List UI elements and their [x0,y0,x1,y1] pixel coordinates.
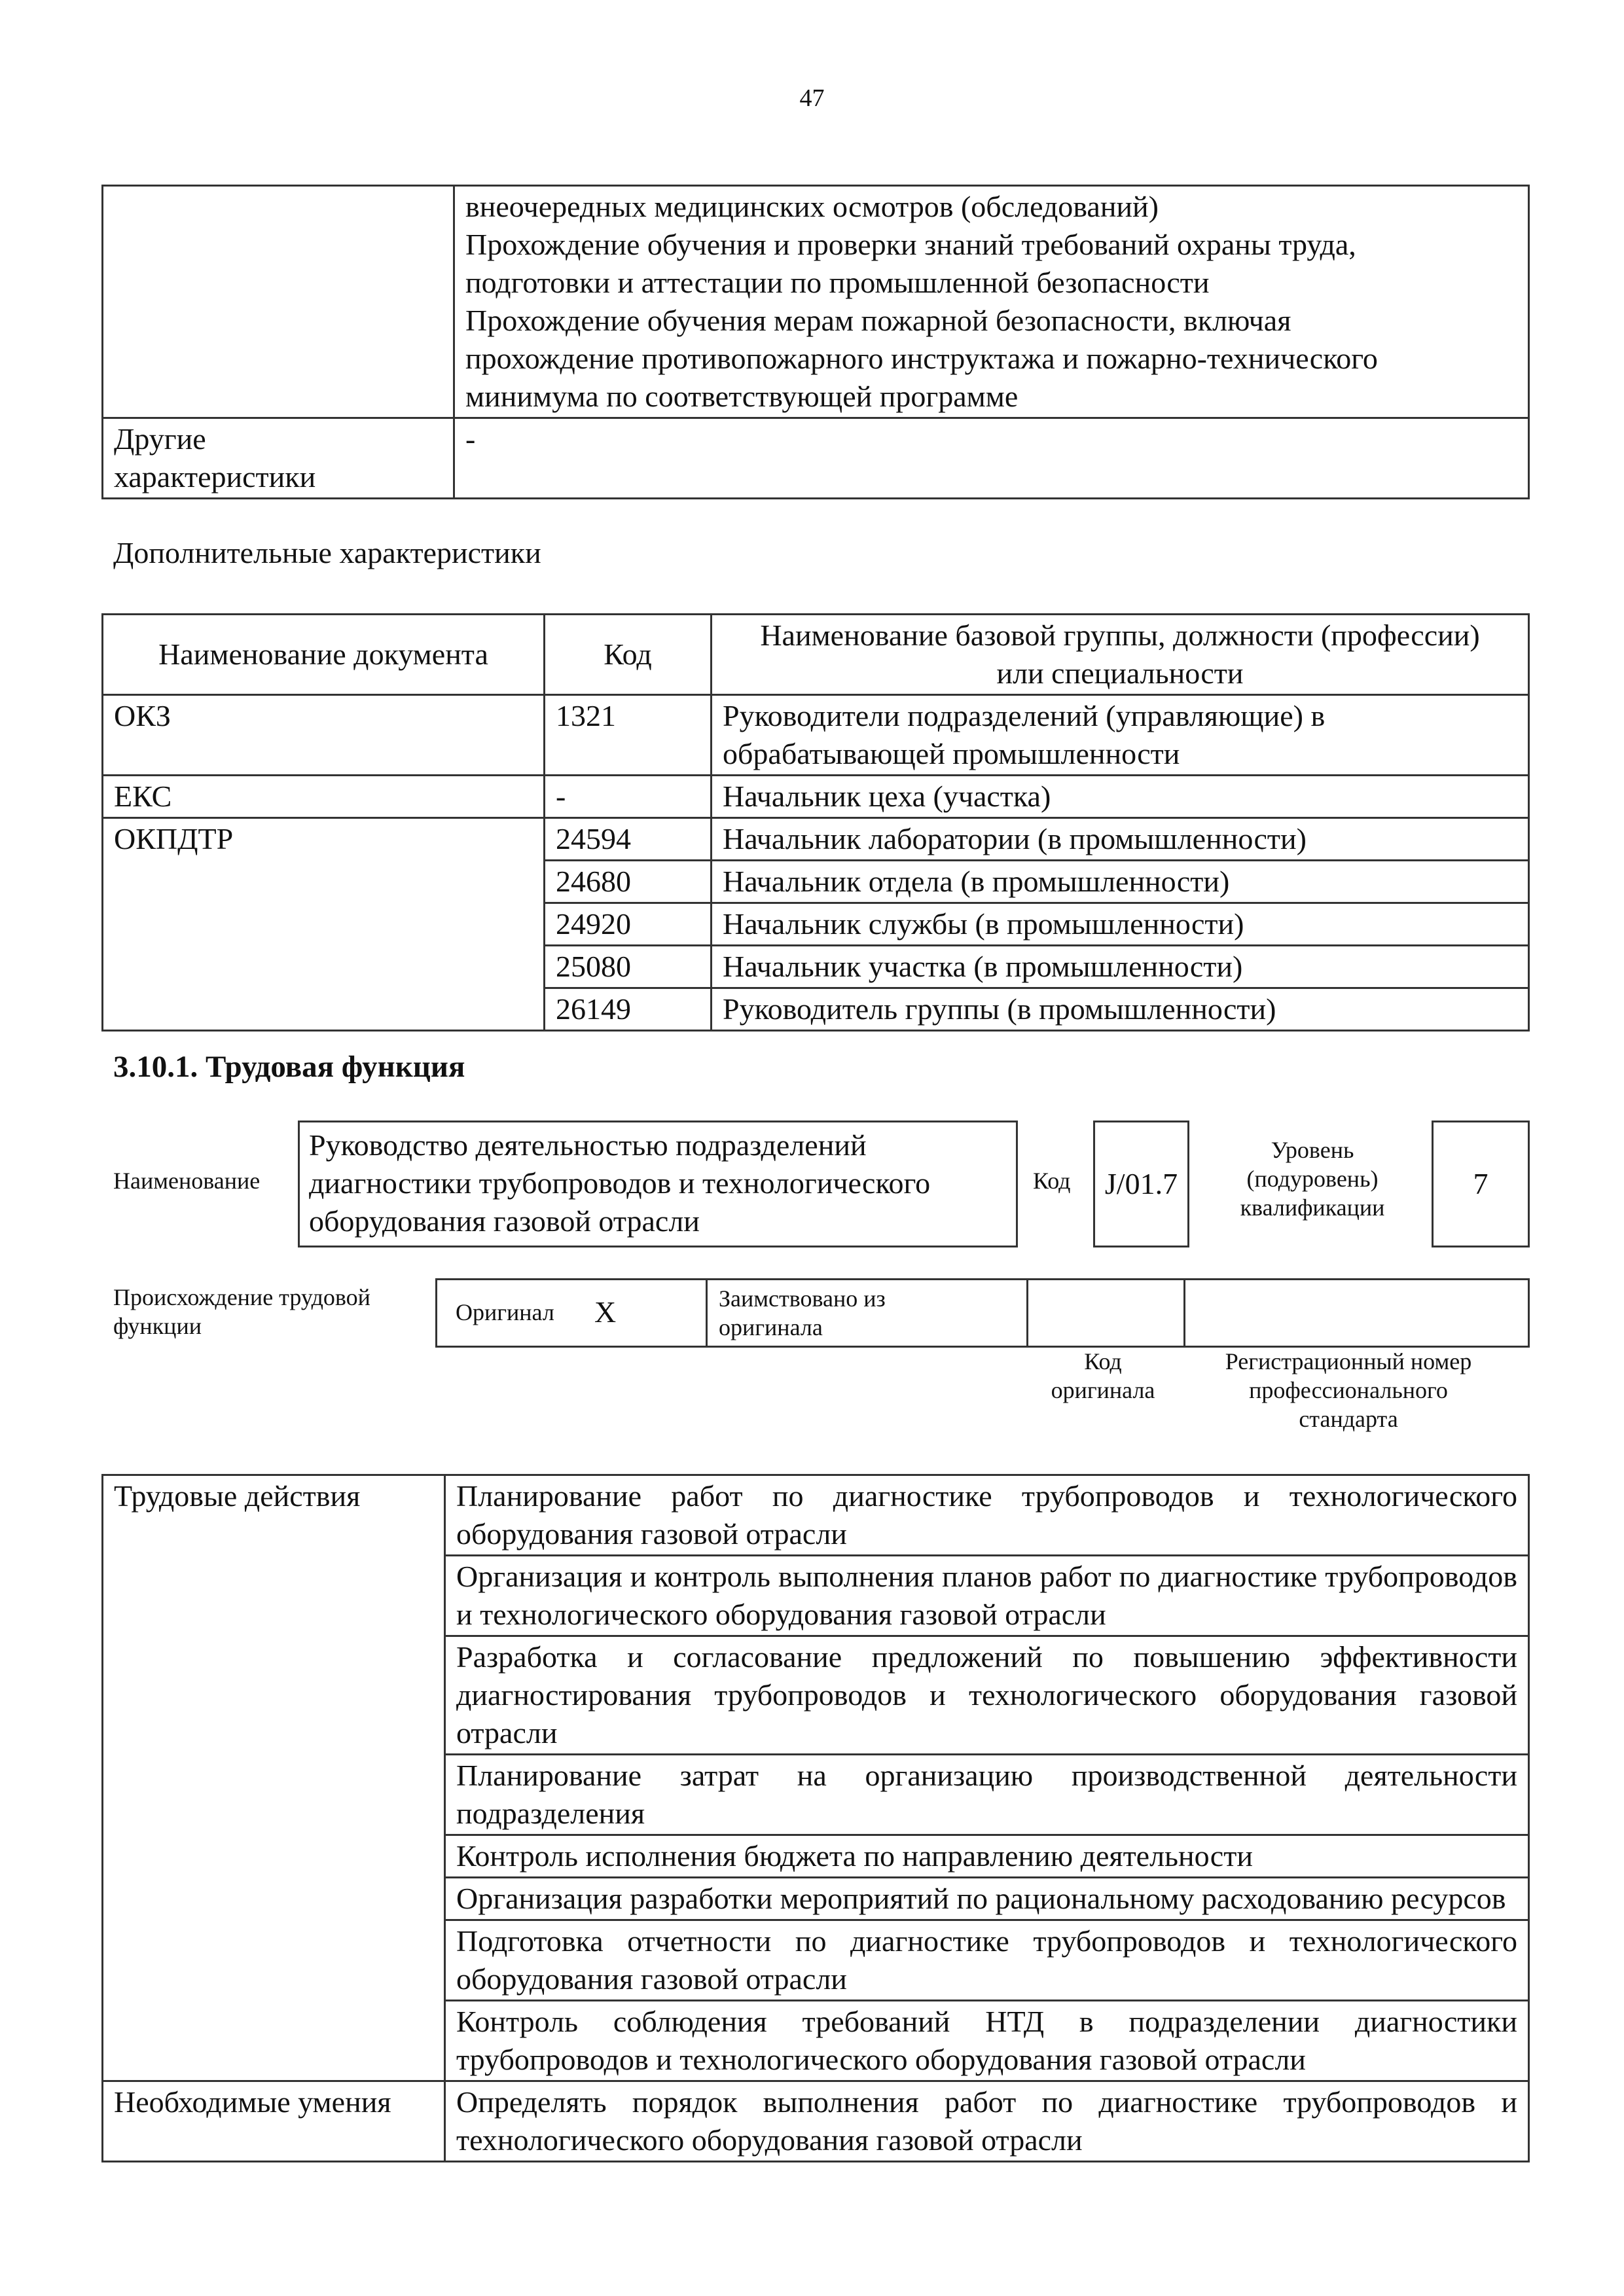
labor-action-item: Организация и контроль выполнения планов работ по диагностике трубопроводов и технологического оборудования газовой отрасли [445,1556,1529,1636]
label-line: функции [113,1313,202,1339]
label-line: оригинала [719,1314,823,1340]
header-line: или специальности [996,656,1244,690]
additional-characteristics-table [101,613,1530,1031]
origin-original-mark: X [594,1295,617,1329]
labor-actions-label: Трудовые действия [103,1475,445,2081]
labor-action-item: Планирование затрат на организацию производственной деятельности подразделения [445,1755,1529,1835]
label-line: характеристики [114,460,316,493]
page-number: 47 [799,84,825,112]
label-line: Заимствовано из [719,1285,886,1312]
name-cell [712,695,1529,776]
labor-action-item: Организация разработки мероприятий по рациональному расходованию ресурсов [445,1878,1529,1920]
code-cell: - [545,776,712,818]
required-skills-label: Необходимые умения [103,2081,445,2162]
code-cell: 24594 [545,818,712,861]
name-cell: Начальник лаборатории (в промышленности) [712,818,1529,861]
table-row [103,418,1529,499]
label-line: Другие [114,422,206,456]
origin-divider [706,1280,708,1346]
table-row [103,2081,1529,2162]
header-doc: Наименование документа [103,615,545,695]
table-row [103,776,1529,818]
additional-characteristics-title: Дополнительные характеристики [113,536,541,569]
label-line: оригинала [1051,1377,1155,1403]
label-line: стандарта [1299,1406,1398,1432]
header-line: Наименование базовой группы, должности (профессии) [760,619,1480,652]
function-name-line: диагностики трубопроводов и технологического [309,1166,931,1200]
text-line: Прохождение обучения мерам пожарной безопасности, включая [465,304,1291,337]
label-line: профессионального [1249,1377,1448,1403]
text-line: Прохождение обучения и проверки знаний требований охраны труда, [465,228,1356,261]
function-code-label: Код [1033,1168,1071,1194]
code-cell: 24920 [545,903,712,946]
text-line: подготовки и аттестации по промышленной безопасности [465,266,1210,299]
code-cell: 24680 [545,861,712,903]
labor-actions-table [101,1474,1530,2162]
code-cell: 25080 [545,946,712,988]
label-line: Регистрационный номер [1225,1348,1472,1374]
label-line: (подуровень) [1246,1166,1379,1192]
name-cell: Начальник участка (в промышленности) [712,946,1529,988]
doc-cell: ОКЗ [103,695,545,776]
name-cell: Начальник цеха (участка) [712,776,1529,818]
text-line: внеочередных медицинских осмотров (обследований) [465,190,1159,223]
origin-borrowed-label [719,1284,886,1342]
name-cell: Руководитель группы (в промышленности) [712,988,1529,1031]
label-line: квалификации [1240,1194,1385,1221]
doc-cell: ОКПДТР [103,818,545,1031]
code-cell: 26149 [545,988,712,1031]
requirements-continuation-table [101,185,1530,499]
labor-action-item: Разработка и согласование предложений по повышению эффективности диагностирования трубопроводов и технологического оборудования газовой отрасли [445,1636,1529,1755]
original-code-caption [1021,1347,1185,1405]
other-characteristics-value: - [454,418,1529,499]
origin-original-label: Оригинал [456,1299,554,1325]
table-cell-empty [103,186,454,418]
function-name-line: оборудования газовой отрасли [309,1204,700,1238]
label-line: Уровень [1271,1137,1354,1163]
required-skill-item: Определять порядок выполнения работ по диагностике трубопроводов и технологического оборудования газовой отрасли [445,2081,1529,2162]
other-characteristics-label [103,418,454,499]
origin-divider [1183,1280,1185,1346]
label-line: Код [1084,1348,1122,1374]
origin-divider [1026,1280,1028,1346]
label-line: Происхождение трудовой [113,1284,370,1310]
labor-action-item: Подготовка отчетности по диагностике трубопроводов и технологического оборудования газовой отрасли [445,1920,1529,2001]
table-row [103,695,1529,776]
qualification-level-label [1224,1136,1401,1222]
name-line: Руководители подразделений (управляющие) в [723,699,1326,732]
function-origin-label [113,1283,370,1340]
name-line: обрабатывающей промышленности [723,737,1180,770]
table-row [103,186,1529,418]
table-row [103,1475,1529,1556]
registration-number-caption [1204,1347,1492,1433]
function-name-label: Наименование [113,1168,261,1194]
labor-action-item: Контроль исполнения бюджета по направлению деятельности [445,1835,1529,1878]
table-row [103,818,1529,861]
header-code: Код [545,615,712,695]
code-cell: 1321 [545,695,712,776]
header-name [712,615,1529,695]
function-code-value: J/01.7 [1093,1121,1189,1247]
table-header-row [103,615,1529,695]
text-line: минимума по соответствующей программе [465,380,1019,413]
function-name-line: Руководство деятельностью подразделений [309,1128,867,1162]
qualification-level-value: 7 [1432,1121,1530,1247]
function-origin-box [435,1278,1530,1348]
function-name-box [298,1121,1018,1247]
doc-cell: ЕКС [103,776,545,818]
name-cell: Начальник службы (в промышленности) [712,903,1529,946]
name-cell: Начальник отдела (в промышленности) [712,861,1529,903]
labor-action-item: Контроль соблюдения требований НТД в подразделении диагностики трубопроводов и технологического оборудования газовой отрасли [445,2001,1529,2081]
section-title: 3.10.1. Трудовая функция [113,1050,465,1084]
text-line: прохождение противопожарного инструктажа и пожарно-технического [465,342,1378,375]
requirements-text-cell [454,186,1529,418]
labor-action-item: Планирование работ по диагностике трубопроводов и технологического оборудования газовой отрасли [445,1475,1529,1556]
